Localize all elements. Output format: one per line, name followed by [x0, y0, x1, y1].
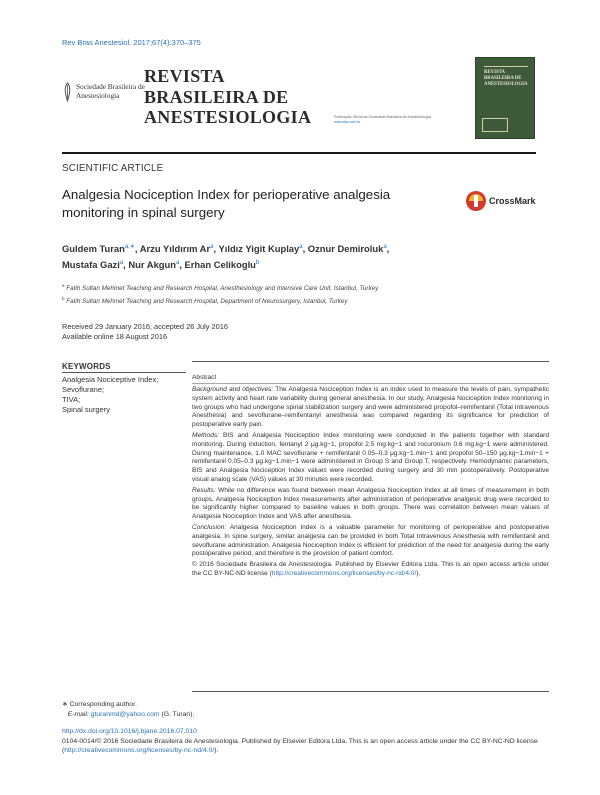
article-section-label: SCIENTIFIC ARTICLE	[62, 163, 164, 174]
author-sup[interactable]: a	[210, 244, 214, 250]
abstract-text: The Analgesia Nociception Index is an index used to measure the levels of pain, sympathetic system activity and heart rate variability during general anesthesia. In our study, Analgesia Nociception Index monitoring in two groups who had undergone spinal stabilization surgery and were administered propofol–remifentanil (Total Intravenous Anesthesia) and sevoflurane–remifentanyl anesthesia was compared regarding its significance for prediction of postoperative early pain.	[192, 386, 549, 429]
abstract-methods	[192, 432, 549, 485]
page-footer	[62, 727, 552, 756]
abstract-background	[192, 386, 549, 430]
abstract-conclusion	[192, 524, 549, 559]
author[interactable]	[62, 243, 140, 254]
author-separator: ,	[213, 243, 219, 255]
author-name: Oznur Demiroluk	[307, 243, 384, 255]
abstract-text: Analgesia Nociception Index is a valuable parameter for monitoring of perioperative and postoperative analgesia. In spine surgery, similar analgesia can be provided in both Total Intravenous Anesthesia with remifentanil and sevoflurane administration. Analgesia Nociception Index is efficient for prediction of the need for analgesia during the early postoperative period, and therefore is the provision of patient comfort.	[192, 523, 549, 558]
copyright-text: © 2016 Sociedade Brasileira de Anestesiologia. Published by Elsevier Editora Ltda. This is an open access article under the CC BY-NC-ND license (	[192, 561, 549, 577]
keyword-item: Sevoflurane;	[62, 385, 105, 394]
keyword-item: Analgesia Nociceptive Index;	[62, 375, 159, 384]
abstract-lead: Results:	[192, 486, 216, 494]
journal-url[interactable]: www.sba.com.br	[334, 120, 361, 124]
affiliation-sup: a	[62, 283, 65, 288]
abstract-results	[192, 487, 549, 522]
author-name: Yıldız Yigit Kuplay	[218, 243, 300, 255]
affiliation-text: Fatih Sultan Mehmet Teaching and Research Hospital, Department of Neurosurgery, Istanbul, Turkey	[66, 297, 348, 305]
author-sup[interactable]: a,∗	[124, 244, 135, 250]
correspondence-email-line	[62, 710, 362, 720]
author-sup[interactable]: b	[255, 260, 260, 267]
author[interactable]	[128, 259, 184, 270]
author-separator: ,	[134, 243, 140, 255]
header-divider	[62, 152, 536, 154]
journal-subtitle	[334, 115, 458, 125]
author-separator: ,	[179, 259, 185, 271]
available-date: Available online 18 August 2016	[62, 331, 168, 341]
author[interactable]	[185, 259, 260, 270]
author[interactable]	[140, 243, 219, 254]
author-separator: ,	[302, 243, 308, 255]
author[interactable]	[308, 243, 389, 254]
email-label: E-mail:	[67, 710, 89, 718]
society-name: Sociedade Brasileira de Anestesiologia	[76, 82, 145, 100]
abstract-bottom-rule	[192, 691, 549, 692]
author-sup[interactable]: a	[119, 260, 124, 267]
society-logo	[62, 78, 145, 110]
crossmark-label: CrossMark	[489, 196, 536, 206]
journal-title: REVISTA BRASILEIRA DE ANESTESIOLOGIA	[144, 66, 312, 127]
author-name: Nur Akgun	[128, 259, 176, 271]
keywords-heading: KEYWORDS	[62, 362, 186, 373]
journal-citation[interactable]: Rev Bras Anestesiol. 2017;67(4):370–375	[62, 38, 201, 47]
license-text: 0104-0014/© 2016 Sociedade Brasileira de Anestesiologia. Published by Elsevier Editora Ltda. This is an open access article under the CC BY-NC-ND license (	[62, 737, 538, 754]
society-emblem-icon	[62, 82, 73, 102]
author-name: Arzu Yıldırım Ar	[139, 243, 211, 255]
journal-cover-image	[475, 57, 535, 139]
author-sup[interactable]: a	[383, 244, 387, 250]
crossmark-icon	[465, 190, 487, 212]
affiliation-sup: b	[62, 295, 65, 301]
abstract-copyright	[192, 561, 549, 579]
footer-license-link[interactable]: http://creativecommons.org/licenses/by-nc-nd/4.0/	[64, 747, 215, 754]
keyword-item: Spinal surgery	[62, 405, 110, 414]
affiliation-item	[62, 294, 522, 307]
cover-rule	[484, 66, 528, 67]
cover-title: REVISTA BRASILEIRA DE ANESTESIOLOGIA	[484, 70, 528, 87]
license-statement	[62, 737, 552, 756]
cover-logo-box	[482, 118, 508, 132]
email-owner: (G. Turan).	[159, 710, 195, 718]
author-separator: ,	[386, 243, 390, 255]
author-list	[62, 240, 502, 272]
author-name: Mustafa Gazi	[62, 259, 120, 271]
abstract-panel	[192, 361, 549, 692]
correspondence-note	[62, 700, 362, 719]
abstract-text: While no difference was found between mean Analgesia Nociception Index at all times of measurement in both groups, Analgesia Nociception Index measurements after administration of perioperative analgesic drug were recorded to be significantly higher compared to baseline values in both groups. There was correlation between mean values of Analgesia Nociception Index and VAS after anesthesia.	[192, 486, 549, 521]
affiliations	[62, 281, 522, 306]
license-end: ).	[214, 747, 219, 754]
keywords-panel	[62, 362, 186, 415]
license-link[interactable]: http://creativecommons.org/licenses/by-nc-nd/4.0/	[271, 569, 417, 577]
abstract-text: BIS and Analgesia Nociception Index monitoring were conducted in the patients together with standard monitoring. During induction, fentanyl 2 μg.kg−1, propofol 2.5 mg.kg−1 and rocuronium 0.6 mg.kg−1 were administered. During maintenance, 1.0 MAC sevoflurane + remifentanil 0.05–0.3 μg.kg−1.min−1 and propofol 50–150 μg.kg−1.min−1 + remifentanil 0.05–0.3 μg.kg−1.min−1 were administered in Group S and Group T, respectively. Hemodynamic parameters, BIS and Analgesia Nociception Index values were recorded during surgery and 30 min postoperatively. Postoperative visual analog scale (VAS) values at 30 minutes were recorded.	[192, 431, 549, 483]
journal-header	[62, 56, 536, 148]
author-name: Guldem Turan	[62, 243, 125, 255]
affiliation-item	[62, 281, 522, 294]
author[interactable]	[62, 259, 128, 270]
article-title: Analgesia Nociception Index for perioperative analgesia monitoring in spinal surgery	[62, 187, 391, 220]
author-name: Erhan Celikoglu	[184, 259, 256, 271]
doi-link[interactable]: http://dx.doi.org/10.1016/j.bjane.2016.07.010	[62, 728, 197, 735]
email-link[interactable]: gturanmd@yahoo.com	[90, 710, 160, 718]
abstract-lead: Conclusion:	[192, 523, 227, 531]
author[interactable]	[218, 243, 307, 254]
abstract-lead: Background and objectives:	[192, 386, 274, 393]
affiliation-text: Fatih Sultan Mehmet Teaching and Research Hospital, Anesthesiology and Intensive Care Unit, Istanbul, Turkey	[66, 285, 379, 293]
copyright-end: ).	[416, 569, 421, 577]
abstract-lead: Methods:	[192, 431, 219, 439]
author-sup[interactable]: a	[299, 244, 303, 250]
article-dates	[62, 322, 362, 341]
received-date: Received 29 January 2016; accepted 26 July 2016	[62, 322, 228, 331]
crossmark-badge[interactable]	[465, 190, 537, 212]
journal-subtitle-text: Publicação Oficial da Sociedade Brasileira de Anestesiologia	[334, 115, 431, 119]
abstract-heading: Abstract	[192, 374, 549, 384]
corresponding-author-label: ∗ Corresponding author.	[62, 701, 137, 708]
keyword-item: TIVA;	[62, 395, 81, 404]
author-sup[interactable]: a	[175, 260, 180, 267]
author-separator: ,	[123, 259, 129, 271]
